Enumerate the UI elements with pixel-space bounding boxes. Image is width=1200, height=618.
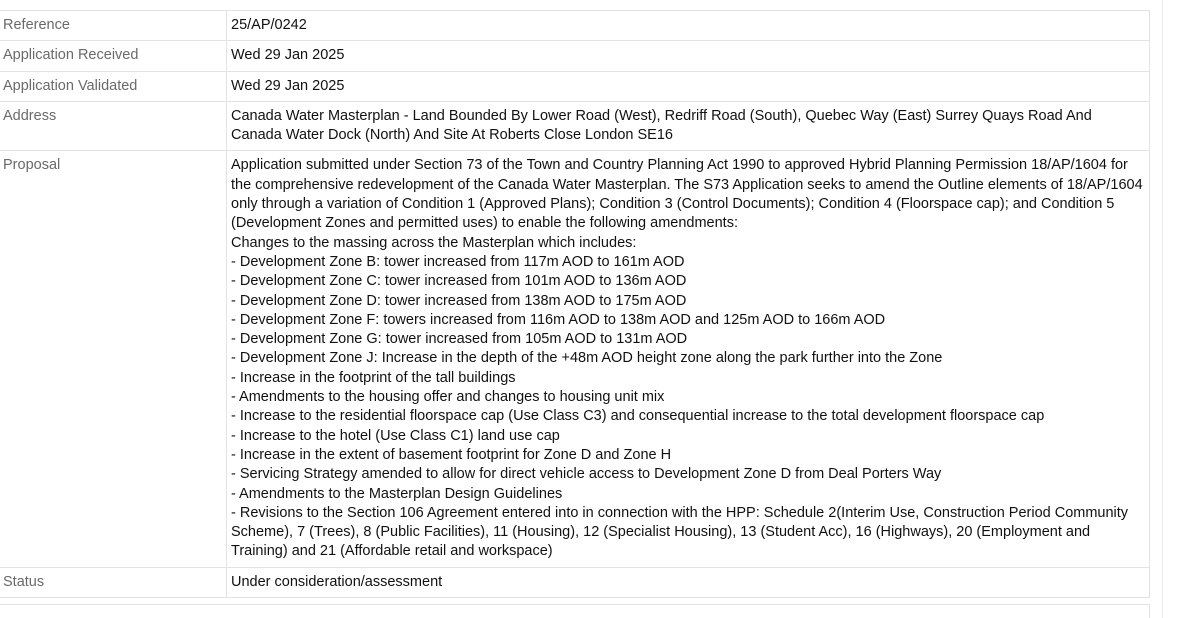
- proposal-line: - Increase to the hotel (Use Class C1) land use cap: [231, 427, 560, 444]
- application-received-value: Wed 29 Jan 2025: [227, 41, 1150, 71]
- proposal-line: - Development Zone C: tower increased from 101m AOD to 136m AOD: [231, 273, 687, 290]
- proposal-line: - Development Zone F: towers increased from 116m AOD to 138m AOD and 125m AOD to 166m AOD: [231, 311, 886, 328]
- application-validated-row: [0, 71, 1150, 101]
- proposal-line: - Amendments to the housing offer and changes to housing unit mix: [231, 389, 665, 406]
- proposal-label: Proposal: [0, 151, 227, 567]
- reference-value: 25/AP/0242: [227, 11, 1150, 41]
- status-row: [0, 567, 1150, 597]
- application-details-table: [0, 10, 1150, 598]
- status-label: Status: [0, 567, 227, 597]
- proposal-line: - Increase in the extent of basement footprint for Zone D and Zone H: [231, 446, 672, 463]
- proposal-line: - Revisions to the Section 106 Agreement entered into in connection with the HPP: Schedule 2(Interim Use, Construction Period Community Scheme), 7 (Trees), 8 (Public Facilities), 11 (Housing), 12 (Specialist Housing), 13 (Student Acc), 16 (Highways), 20 (Employment and Training) and 21 (Affordable retail and workspace): [231, 504, 1129, 560]
- proposal-line: - Development Zone B: tower increased from 117m AOD to 161m AOD: [231, 253, 685, 270]
- proposal-line: - Increase to the residential floorspace cap (Use Class C3) and consequential increase to the total development floorspace cap: [231, 408, 1045, 425]
- application-received-label: Application Received: [0, 41, 227, 71]
- address-label: Address: [0, 101, 227, 151]
- reference-row: [0, 11, 1150, 41]
- application-received-row: [0, 41, 1150, 71]
- proposal-line: - Increase in the footprint of the tall buildings: [231, 369, 516, 386]
- proposal-intro: Application submitted under Section 73 of the Town and Country Planning Act 1990 to approved Hybrid Planning Permission 18/AP/1604 for the comprehensive redevelopment of the Canada Water Masterplan. The S73 Application seeks to amend the Outline elements of 18/AP/1604 only through a variation of Condition 1 (Approved Plans); Condition 3 (Control Documents); Condition 4 (Floorspace cap); and Condition 5 (Development Zones and permitted uses) to enable the following amendments:: [231, 157, 1143, 232]
- proposal-line: - Development Zone G: tower increased from 105m AOD to 131m AOD: [231, 331, 688, 348]
- status-value: Under consideration/assessment: [227, 567, 1150, 597]
- address-value: Canada Water Masterplan - Land Bounded By Lower Road (West), Redriff Road (South), Quebec Way (East) Surrey Quays Road And Canada Water Dock (North) And Site At Roberts Close London SE16: [227, 101, 1150, 151]
- proposal-row: [0, 151, 1150, 567]
- proposal-line: - Servicing Strategy amended to allow for direct vehicle access to Development Zone D from Deal Porters Way: [231, 466, 942, 483]
- page-divider: [1162, 0, 1163, 618]
- reference-label: Reference: [0, 11, 227, 41]
- next-section-panel: [0, 604, 1150, 618]
- proposal-line: - Amendments to the Masterplan Design Guidelines: [231, 485, 563, 502]
- application-validated-value: Wed 29 Jan 2025: [227, 71, 1150, 101]
- proposal-value: [227, 151, 1150, 567]
- proposal-line: - Development Zone D: tower increased from 138m AOD to 175m AOD: [231, 292, 687, 309]
- proposal-line: - Development Zone J: Increase in the depth of the +48m AOD height zone along the park further into the Zone: [231, 350, 943, 367]
- application-validated-label: Application Validated: [0, 71, 227, 101]
- address-row: [0, 101, 1150, 151]
- proposal-line: Changes to the massing across the Masterplan which includes:: [231, 234, 637, 251]
